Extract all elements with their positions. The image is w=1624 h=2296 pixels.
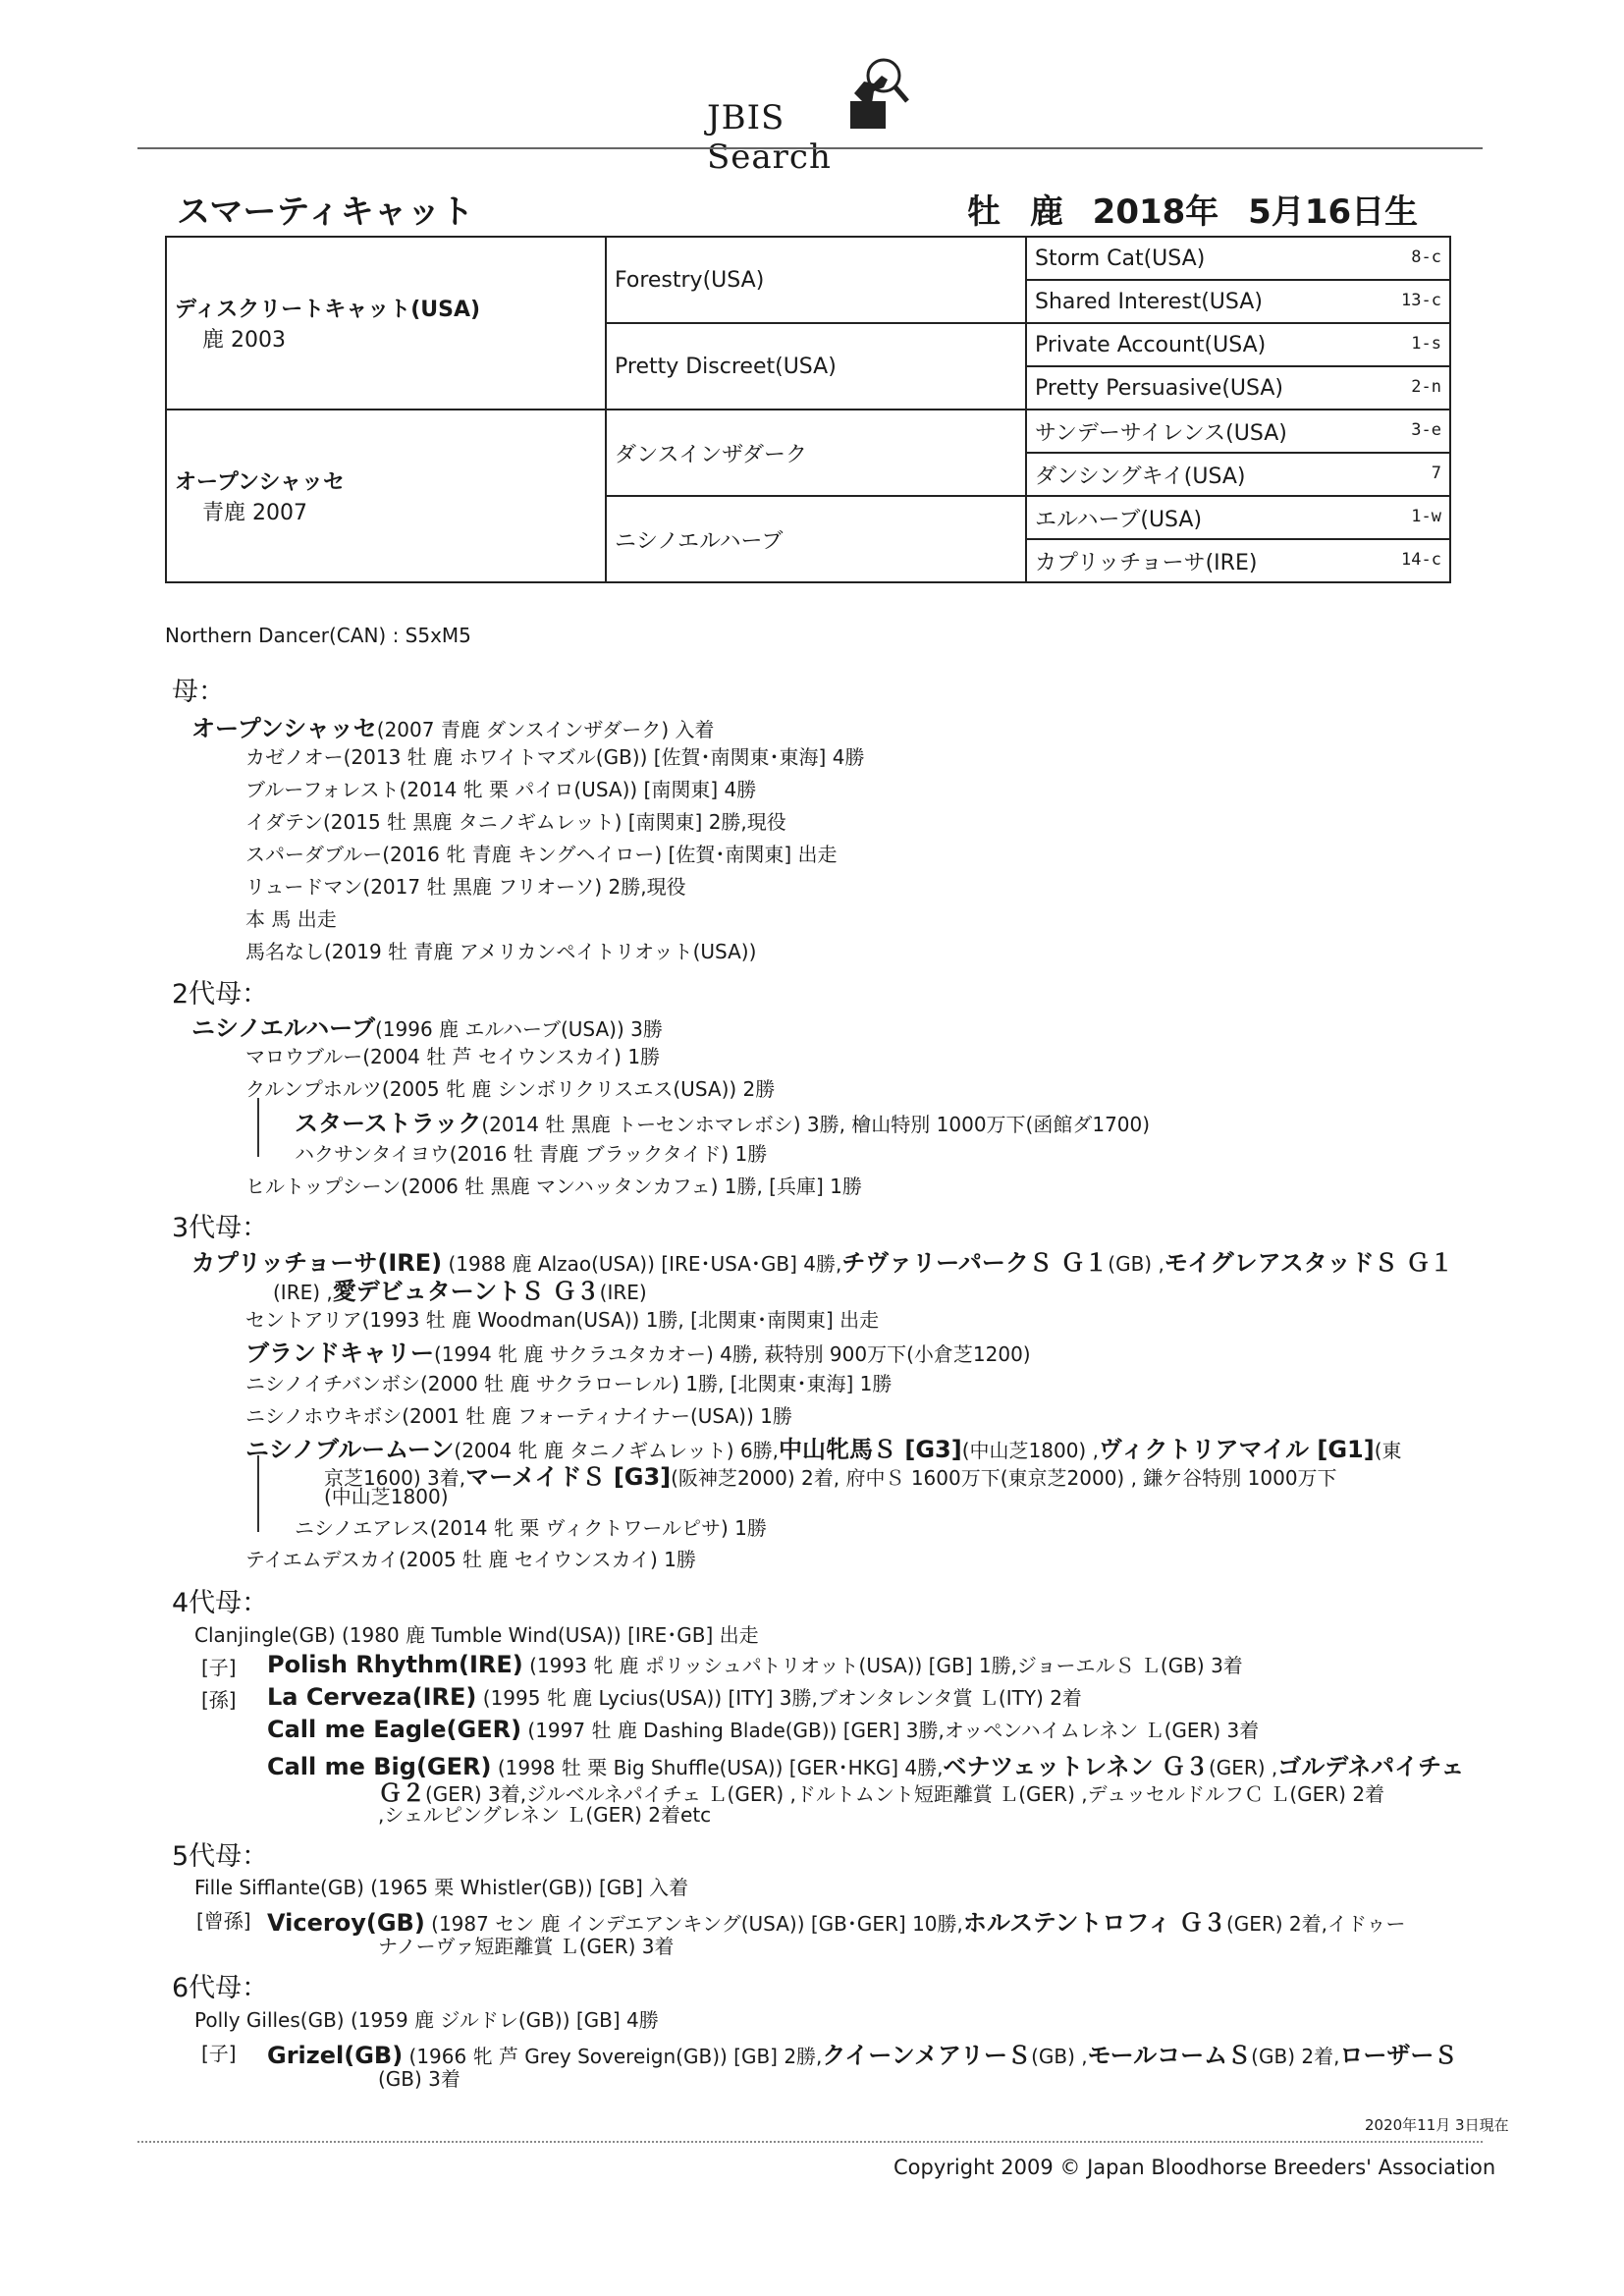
g3-cell bbox=[1026, 323, 1450, 366]
family-number: 1-w bbox=[1411, 507, 1441, 526]
list-item: Polish Rhythm(IRE) (1993 牝 鹿 ポリッシュパトリオット(USA)) [GB] 1勝,ジョーエルＳ Ｌ(GB) 3着 bbox=[267, 1651, 1243, 1678]
inbreeding-note: Northern Dancer(CAN) : S5xM5 bbox=[165, 624, 471, 647]
list-item: クルンプホルツ(2005 牝 鹿 シンボリクリスエス(USA)) 2勝 bbox=[245, 1077, 776, 1101]
list-item: ニシノエアレス(2014 牝 栗 ヴィクトワールピサ) 1勝 bbox=[295, 1516, 767, 1540]
footer-rule bbox=[137, 2141, 1483, 2143]
list-item-cont: ,シェルピングレネン Ｌ(GER) 2着etc bbox=[378, 1803, 712, 1827]
horse-name: スマーティキャット bbox=[177, 192, 474, 232]
g3-name: サンデーサイレンス(USA) bbox=[1035, 420, 1287, 446]
list-item: ブランドキャリー(1994 牝 鹿 サクラユタカオー) 4勝, 萩特別 900万下(小倉芝1200) bbox=[245, 1339, 1031, 1367]
section-fourth-dam: 4代母： bbox=[172, 1588, 269, 1618]
relation-tag: [曾孫] bbox=[196, 1909, 251, 1933]
horse-info: 牡 鹿 2018年 5月16日生 bbox=[967, 192, 1419, 232]
list-item-cont: Ｇ２(GER) 3着,ジルベルネパイチェ Ｌ(GER) ,ドルトムント短距離賞 Ｌ(GER) ,デュッセルドルフＣ Ｌ(GER) 2着 bbox=[378, 1779, 1385, 1807]
list-item: ニシノイチバンボシ(2000 牡 鹿 サクラローレル) 1勝, [北関東･東海] 1勝 bbox=[245, 1372, 893, 1395]
list-item: テイエムデスカイ(2005 牡 鹿 セイウンスカイ) 1勝 bbox=[245, 1548, 696, 1571]
list-item: セントアリア(1993 牡 鹿 Woodman(USA)) 1勝, [北関東･南関東] 出走 bbox=[245, 1308, 880, 1332]
g3-cell bbox=[1026, 280, 1450, 323]
section-sixth-dam: 6代母： bbox=[172, 1973, 269, 2003]
section-fifth-dam: 5代母： bbox=[172, 1841, 269, 1872]
list-item: ブルーフォレスト(2014 牝 栗 パイロ(USA)) [南関東] 4勝 bbox=[245, 778, 757, 801]
fourth-dam-entry: Clanjingle(GB) (1980 鹿 Tumble Wind(USA)) [IRE･GB] 出走 bbox=[194, 1623, 759, 1647]
dam-cell bbox=[166, 410, 606, 582]
family-number: 8-c bbox=[1411, 247, 1441, 267]
g2-cell: ニシノエルハーブ bbox=[606, 496, 1026, 582]
g3-cell bbox=[1026, 410, 1450, 453]
list-item-cont: 京芝1600) 3着,マーメイドＳ [G3](阪神芝2000) 2着, 府中Ｓ 1600万下(東京芝2000) , 鎌ケ谷特別 1000万下 bbox=[324, 1463, 1337, 1491]
list-item: Grizel(GB) (1966 牝 芦 Grey Sovereign(GB)) [GB] 2勝,クイーンメアリーＳ(GB) ,モールコームＳ(GB) 2着,ローザーＳ bbox=[267, 2042, 1458, 2069]
list-item: Call me Eagle(GER) (1997 牡 鹿 Dashing Blade(GB)) [GER] 3勝,オッペンハイムレネン Ｌ(GER) 3着 bbox=[267, 1716, 1260, 1743]
list-item-cont: (GB) 3着 bbox=[378, 2067, 460, 2091]
as-of-date: 2020年11月 3日現在 bbox=[1365, 2116, 1509, 2134]
sire-sub: 鹿 2003 bbox=[202, 328, 286, 353]
list-item: ヒルトップシーン(2006 牡 黒鹿 マンハッタンカフェ) 1勝, [兵庫] 1勝 bbox=[245, 1175, 862, 1198]
second-dam-entry: ニシノエルハーブ(1996 鹿 エルハーブ(USA)) 3勝 bbox=[191, 1014, 663, 1042]
g3-cell bbox=[1026, 453, 1450, 496]
g3-cell bbox=[1026, 366, 1450, 410]
family-number: 3-e bbox=[1411, 420, 1441, 440]
logo-text: JBIS bbox=[707, 98, 785, 137]
family-number: 14-c bbox=[1401, 550, 1441, 570]
descendant-bar bbox=[257, 1455, 259, 1532]
list-item: スターストラック(2014 牡 黒鹿 トーセンホマレボシ) 3勝, 檜山特別 1000万下(函館ダ1700) bbox=[295, 1110, 1151, 1137]
g3-cell bbox=[1026, 496, 1450, 539]
list-item: ハクサンタイヨウ(2016 牡 青鹿 ブラックタイド) 1勝 bbox=[295, 1142, 768, 1166]
pedigree-table bbox=[165, 236, 1451, 583]
list-item: カゼノオー(2013 牡 鹿 ホワイトマズル(GB)) [佐賀･南関東･東海] 4勝 bbox=[245, 745, 865, 769]
list-item: 本 馬 出走 bbox=[245, 907, 337, 931]
sire-cell bbox=[166, 237, 606, 410]
g3-name: カプリッチョーサ(IRE) bbox=[1035, 550, 1258, 575]
relation-tag: [孫] bbox=[201, 1688, 237, 1712]
g3-cell bbox=[1026, 539, 1450, 582]
section-second-dam: 2代母： bbox=[172, 979, 269, 1010]
relation-tag: [子] bbox=[201, 2042, 237, 2065]
list-item: ニシノホウキボシ(2001 牡 鹿 フォーティナイナー(USA)) 1勝 bbox=[245, 1404, 792, 1428]
section-third-dam: 3代母： bbox=[172, 1213, 269, 1243]
dam-name: オープンシャッセ bbox=[175, 470, 346, 495]
family-number: 2-n bbox=[1411, 377, 1441, 397]
dam-entry: オープンシャッセ(2007 青鹿 ダンスインザダーク) 入着 bbox=[191, 715, 715, 742]
section-dam: 母： bbox=[172, 677, 225, 707]
g3-name: ダンシングキイ(USA) bbox=[1035, 464, 1246, 489]
dam-sub: 青鹿 2007 bbox=[202, 501, 307, 525]
family-number: 1-s bbox=[1411, 334, 1441, 354]
g3-name: エルハーブ(USA) bbox=[1035, 507, 1203, 532]
list-item-cont: (中山芝1800) bbox=[324, 1485, 449, 1508]
relation-tag: [子] bbox=[201, 1656, 237, 1679]
g3-name: Shared Interest(USA) bbox=[1035, 289, 1263, 314]
family-number: 13-c bbox=[1401, 291, 1441, 310]
g2-cell: Forestry(USA) bbox=[606, 237, 1026, 323]
list-item: Call me Big(GER) (1998 牡 栗 Big Shuffle(USA)) [GER･HKG] 4勝,ベナツェットレネン Ｇ３(GER) ,ゴルデネパイチェ bbox=[267, 1753, 1465, 1780]
jbis-search-logo bbox=[687, 54, 943, 177]
sixth-dam-entry: Polly Gilles(GB) (1959 鹿 ジルドレ(GB)) [GB] 4勝 bbox=[194, 2008, 659, 2032]
list-item-cont: ナノーヴァ短距離賞 Ｌ(GER) 3着 bbox=[378, 1935, 675, 1958]
list-item: イダテン(2015 牡 黒鹿 タニノギムレット) [南関東] 2勝,現役 bbox=[245, 810, 786, 834]
g2-cell: ダンスインザダーク bbox=[606, 410, 1026, 496]
g3-name: Private Account(USA) bbox=[1035, 332, 1267, 357]
third-dam-entry: カプリッチョーサ(IRE) (1988 鹿 Alzao(USA)) [IRE･USA･GB] 4勝,チヴァリーパークＳ Ｇ１(GB) ,モイグレアスタッドＳ Ｇ１ bbox=[191, 1249, 1454, 1277]
descendant-bar bbox=[257, 1098, 259, 1157]
sire-name: ディスクリートキャット(USA) bbox=[175, 298, 481, 322]
g3-name: Storm Cat(USA) bbox=[1035, 246, 1206, 271]
fifth-dam-entry: Fille Sifflante(GB) (1965 栗 Whistler(GB)) [GB] 入着 bbox=[194, 1876, 689, 1899]
list-item: Viceroy(GB) (1987 セン 鹿 インデエアンキング(USA)) [GB･GER] 10勝,ホルステントロフィ Ｇ３(GER) 2着,イドゥー bbox=[267, 1909, 1406, 1937]
copyright: Copyright 2009 © Japan Bloodhorse Breeders' Association bbox=[893, 2156, 1496, 2179]
list-item: La Cerveza(IRE) (1995 牝 鹿 Lycius(USA)) [ITY] 3勝,ブオンタレンタ賞 Ｌ(ITY) 2着 bbox=[267, 1683, 1082, 1711]
list-item: スパーダブルー(2016 牝 青鹿 キングヘイロー) [佐賀･南関東] 出走 bbox=[245, 843, 838, 866]
list-item: リュードマン(2017 牡 黒鹿 フリオーソ) 2勝,現役 bbox=[245, 875, 686, 899]
list-item: 馬名なし(2019 牡 青鹿 アメリカンペイトリオット(USA)) bbox=[245, 940, 757, 963]
list-item: マロウブルー(2004 牡 芦 セイウンスカイ) 1勝 bbox=[245, 1045, 661, 1068]
g3-cell bbox=[1026, 237, 1450, 280]
logo-text-search: Search bbox=[707, 137, 832, 177]
g3-name: Pretty Persuasive(USA) bbox=[1035, 375, 1284, 401]
header-rule bbox=[137, 147, 1483, 149]
family-number: 7 bbox=[1431, 464, 1441, 483]
g2-cell: Pretty Discreet(USA) bbox=[606, 323, 1026, 410]
list-item: ニシノブルームーン(2004 牝 鹿 タニノギムレット) 6勝,中山牝馬Ｓ [G3](中山芝1800) ,ヴィクトリアマイル [G1](東 bbox=[245, 1436, 1402, 1463]
third-dam-entry-cont: (IRE) ,愛デビュターントＳ Ｇ３(IRE) bbox=[273, 1278, 647, 1305]
